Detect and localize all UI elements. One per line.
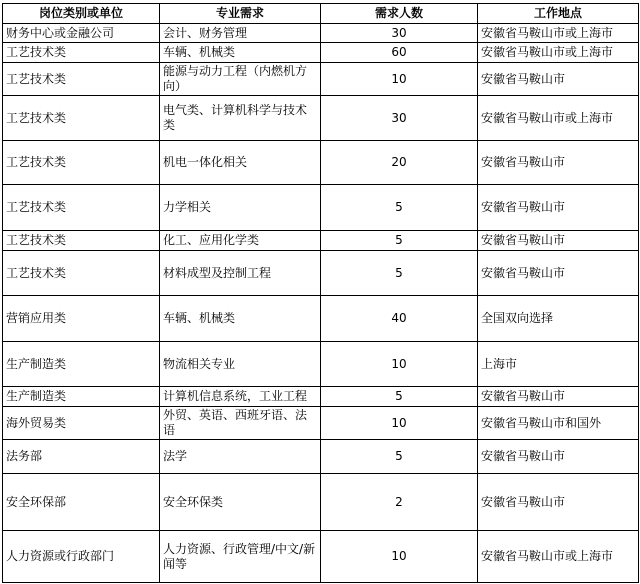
- cell-location: 安徽省马鞍山市: [478, 387, 639, 407]
- cell-major: 能源与动力工程（内燃机方向）: [160, 63, 321, 96]
- table-row: [3, 141, 639, 185]
- table-row: [3, 185, 639, 231]
- table-row: [3, 407, 639, 440]
- table-row: [3, 440, 639, 474]
- cell-unit: 海外贸易类: [3, 407, 160, 440]
- header-major: 专业需求: [160, 4, 321, 24]
- table-row: [3, 63, 639, 96]
- cell-location: 安徽省马鞍山市或上海市: [478, 531, 639, 583]
- cell-location: 安徽省马鞍山市: [478, 231, 639, 251]
- cell-count: 60: [321, 43, 478, 63]
- table-row: [3, 342, 639, 387]
- cell-major: 力学相关: [160, 185, 321, 231]
- cell-major: 安全环保类: [160, 474, 321, 531]
- cell-count: 10: [321, 407, 478, 440]
- cell-count: 10: [321, 342, 478, 387]
- table-row: [3, 231, 639, 251]
- cell-major: 计算机信息系统，工业工程: [160, 387, 321, 407]
- cell-major: 电气类、计算机科学与技术类: [160, 96, 321, 141]
- cell-location: 安徽省马鞍山市和国外: [478, 407, 639, 440]
- cell-location: 安徽省马鞍山市: [478, 63, 639, 96]
- table-row: [3, 531, 639, 583]
- cell-unit: 工艺技术类: [3, 185, 160, 231]
- cell-location: 安徽省马鞍山市: [478, 474, 639, 531]
- header-unit: 岗位类别或单位: [3, 4, 160, 24]
- table-row: [3, 474, 639, 531]
- cell-location: 安徽省马鞍山市: [478, 141, 639, 185]
- cell-location: 安徽省马鞍山市: [478, 185, 639, 231]
- cell-count: 10: [321, 63, 478, 96]
- cell-unit: 安全环保部: [3, 474, 160, 531]
- table-row: [3, 43, 639, 63]
- cell-unit: 生产制造类: [3, 387, 160, 407]
- cell-unit: 工艺技术类: [3, 141, 160, 185]
- cell-count: 2: [321, 474, 478, 531]
- cell-major: 化工、应用化学类: [160, 231, 321, 251]
- cell-count: 5: [321, 231, 478, 251]
- cell-unit: 生产制造类: [3, 342, 160, 387]
- table-row: [3, 96, 639, 141]
- cell-major: 外贸、英语、西班牙语、法语: [160, 407, 321, 440]
- cell-unit: 工艺技术类: [3, 63, 160, 96]
- cell-unit: 营销应用类: [3, 296, 160, 342]
- cell-major: 车辆、机械类: [160, 296, 321, 342]
- cell-location: 上海市: [478, 342, 639, 387]
- cell-major: 人力资源、行政管理/中文/新闻等: [160, 531, 321, 583]
- cell-count: 10: [321, 531, 478, 583]
- table-row: [3, 296, 639, 342]
- cell-major: 会计、财务管理: [160, 24, 321, 43]
- cell-count: 30: [321, 24, 478, 43]
- table-row: [3, 251, 639, 296]
- table-row: [3, 24, 639, 43]
- cell-location: 安徽省马鞍山市或上海市: [478, 96, 639, 141]
- cell-count: 5: [321, 251, 478, 296]
- header-count: 需求人数: [321, 4, 478, 24]
- cell-unit: 工艺技术类: [3, 96, 160, 141]
- cell-count: 20: [321, 141, 478, 185]
- cell-location: 安徽省马鞍山市或上海市: [478, 43, 639, 63]
- cell-major: 车辆、机械类: [160, 43, 321, 63]
- cell-location: 安徽省马鞍山市或上海市: [478, 24, 639, 43]
- cell-unit: 人力资源或行政部门: [3, 531, 160, 583]
- table-row: [3, 387, 639, 407]
- cell-count: 5: [321, 440, 478, 474]
- cell-major: 机电一体化相关: [160, 141, 321, 185]
- cell-location: 安徽省马鞍山市: [478, 251, 639, 296]
- cell-location: 全国双向选择: [478, 296, 639, 342]
- cell-major: 法学: [160, 440, 321, 474]
- cell-unit: 工艺技术类: [3, 251, 160, 296]
- cell-unit: 工艺技术类: [3, 43, 160, 63]
- cell-unit: 法务部: [3, 440, 160, 474]
- recruitment-table: [2, 3, 639, 583]
- cell-count: 30: [321, 96, 478, 141]
- cell-major: 材料成型及控制工程: [160, 251, 321, 296]
- header-location: 工作地点: [478, 4, 639, 24]
- cell-major: 物流相关专业: [160, 342, 321, 387]
- cell-count: 5: [321, 387, 478, 407]
- cell-count: 40: [321, 296, 478, 342]
- cell-location: 安徽省马鞍山市: [478, 440, 639, 474]
- cell-unit: 工艺技术类: [3, 231, 160, 251]
- cell-unit: 财务中心或金融公司: [3, 24, 160, 43]
- table-header-row: [3, 4, 639, 24]
- cell-count: 5: [321, 185, 478, 231]
